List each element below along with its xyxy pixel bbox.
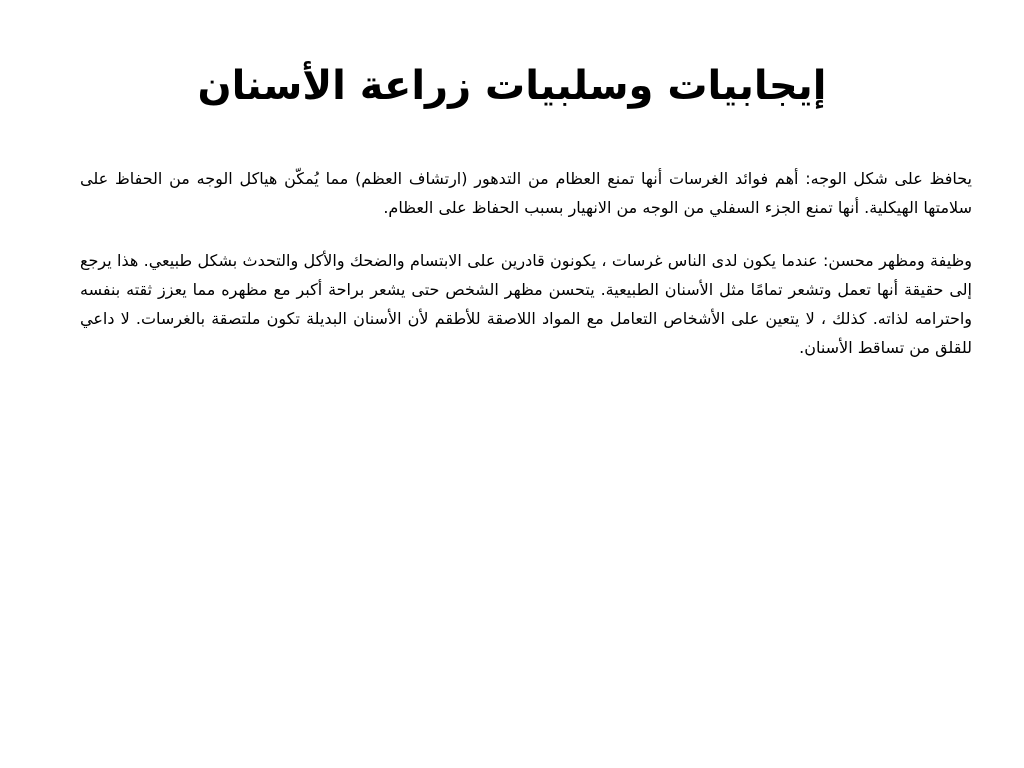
paragraph-face-shape: يحافظ على شكل الوجه: أهم فوائد الغرسات أنها تمنع العظام من التدهور (ارتشاف العظم) مما يُمكّن هياكل الوجه من الحفاظ على سلامتها الهيكلية. أنها تمنع الجزء السفلي من الوجه من الانهيار بسبب الحفاظ على العظام.: [80, 169, 972, 217]
slide-body: [80, 164, 972, 386]
slide-title: إيجابيات وسلبيات زراعة الأسنان: [197, 63, 827, 109]
paragraph-function-appearance: وظيفة ومظهر محسن: عندما يكون لدى الناس غرسات ، يكونون قادرين على الابتسام والضحك والأكل والتحدث بشكل طبيعي. هذا يرجع إلى حقيقة أنها تعمل وتشعر تمامًا مثل الأسنان الطبيعية. يتحسن مظهر الشخص حتى يشعر براحة أكبر مع مظهره مما يعزز ثقته بنفسه واحترامه لذاته. كذلك ، لا يتعين على الأشخاص التعامل مع المواد اللاصقة للأطقم لأن الأسنان البديلة تكون ملتصقة بالغرسات. لا داعي للقلق من تساقط الأسنان.: [80, 251, 972, 357]
